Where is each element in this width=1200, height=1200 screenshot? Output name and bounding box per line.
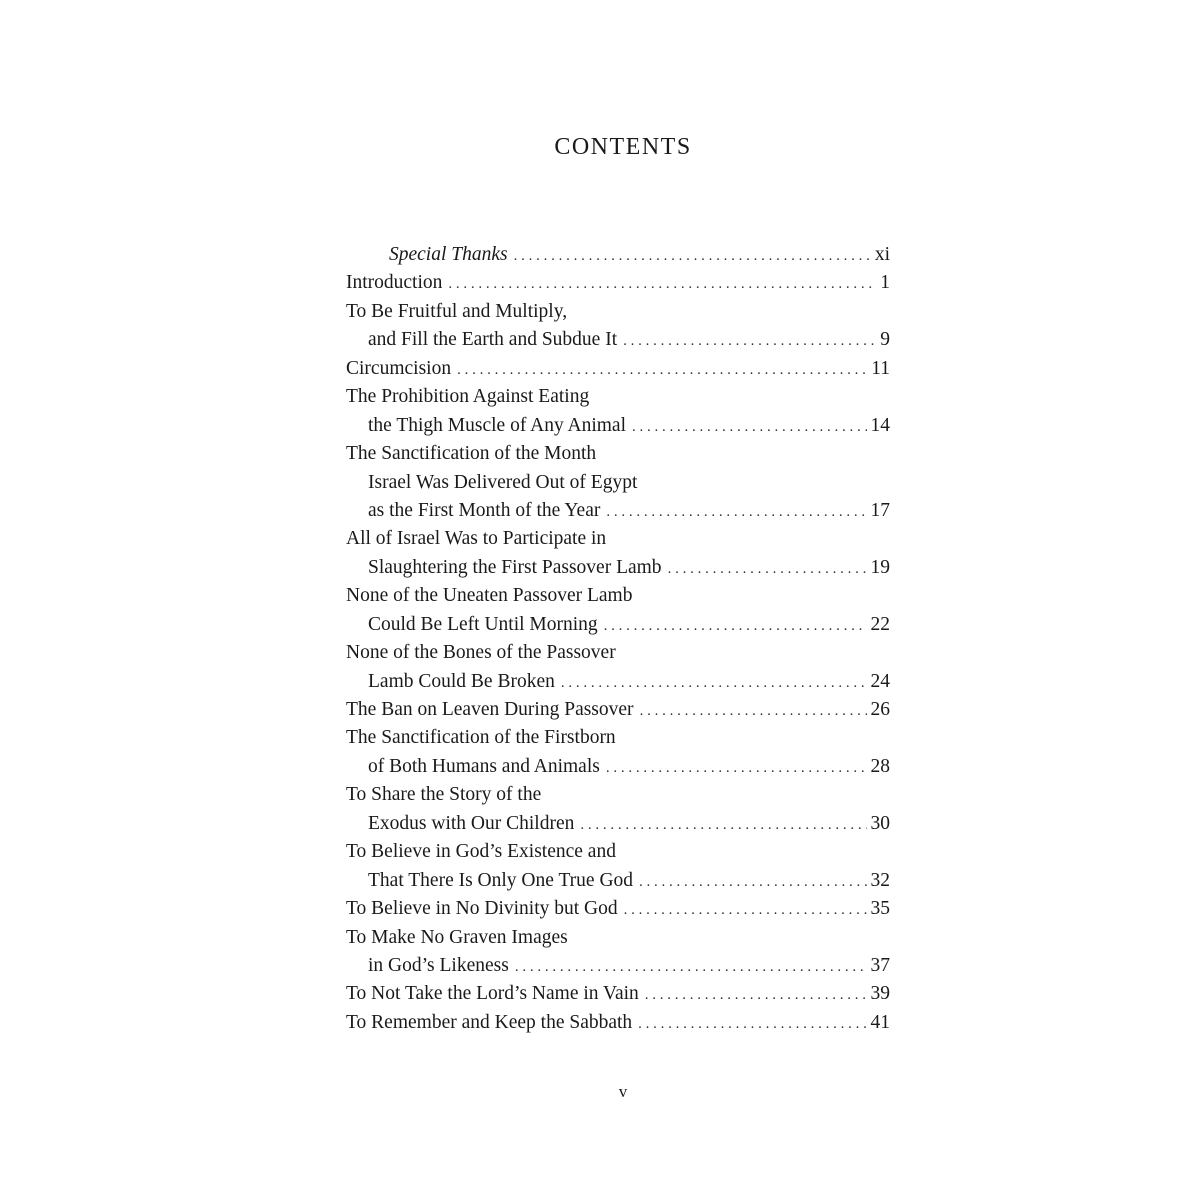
toc-entry[interactable]	[346, 639, 890, 696]
toc-page-number: xi	[874, 244, 890, 265]
toc-page-number: 32	[870, 869, 890, 891]
page-number: v	[618, 1082, 628, 1101]
toc-entry-title: The Sanctification of the Firstborn	[346, 727, 616, 749]
toc-entry-title: Could Be Left Until Morning	[368, 613, 598, 635]
dot-leader	[639, 868, 866, 896]
toc-entry-title: None of the Uneaten Passover Lamb	[346, 585, 633, 607]
toc-entry[interactable]	[346, 355, 890, 383]
page-title: CONTENTS	[554, 134, 692, 160]
toc-page-number: 24	[870, 670, 890, 692]
toc-entry-title: Circumcision	[346, 357, 452, 379]
toc-entry-title: To Share the Story of the	[346, 784, 542, 806]
toc-entry[interactable]	[346, 696, 890, 724]
toc-entry-title: The Prohibition Against Eating	[346, 386, 590, 408]
toc-entry[interactable]	[346, 440, 890, 525]
toc-entry-title: To Believe in God’s Existence and	[346, 841, 616, 863]
dot-leader	[638, 1010, 866, 1038]
toc-page-number: 41	[870, 1011, 890, 1033]
dot-leader	[645, 981, 867, 1009]
toc-entry-title: To Make No Graven Images	[346, 926, 568, 948]
toc-entry-title: the Thigh Muscle of Any Animal	[368, 414, 626, 436]
table-of-contents	[346, 241, 890, 1037]
toc-entry[interactable]	[346, 895, 890, 923]
toc-entry[interactable]	[346, 298, 890, 355]
toc-entry[interactable]	[346, 525, 890, 582]
toc-page-number: 11	[871, 357, 890, 379]
toc-page-number: 1	[880, 272, 890, 294]
toc-page-number: 30	[870, 812, 890, 834]
dot-leader	[606, 498, 866, 526]
toc-entry-title: Exodus with Our Children	[368, 812, 575, 834]
toc-entry-title: None of the Bones of the Passover	[346, 642, 616, 664]
toc-entry[interactable]	[346, 269, 890, 297]
dot-leader	[668, 555, 867, 583]
toc-entry-title: All of Israel Was to Participate in	[346, 528, 607, 550]
toc-entry-title: Israel Was Delivered Out of Egypt	[368, 471, 638, 493]
toc-entry-title: To Believe in No Divinity but God	[346, 898, 618, 920]
toc-entry-title: as the First Month of the Year	[368, 499, 601, 521]
toc-entry-title: To Not Take the Lord’s Name in Vain	[346, 983, 639, 1005]
toc-entry[interactable]	[346, 383, 890, 440]
toc-entry-title: Special Thanks	[389, 244, 508, 265]
dot-leader	[606, 754, 867, 782]
dot-leader	[580, 811, 866, 839]
toc-page-number: 22	[870, 613, 890, 635]
toc-entry-title: and Fill the Earth and Subdue It	[368, 329, 618, 351]
toc-entry-title: of Both Humans and Animals	[368, 755, 600, 777]
toc-page-number: 19	[870, 556, 890, 578]
dot-leader	[604, 612, 867, 640]
toc-page-number: 39	[870, 983, 890, 1005]
toc-entry[interactable]	[346, 838, 890, 895]
dot-leader	[514, 242, 871, 270]
toc-entry[interactable]	[346, 781, 890, 838]
dot-leader	[448, 270, 876, 298]
toc-entry-title: Introduction	[346, 272, 443, 294]
toc-entry[interactable]	[346, 1009, 890, 1037]
toc-entry-title: The Ban on Leaven During Passover	[346, 699, 634, 720]
toc-page-number: 17	[870, 499, 890, 521]
toc-page-number: 37	[870, 954, 890, 976]
toc-entry-title: To Be Fruitful and Multiply,	[346, 300, 568, 322]
toc-entry[interactable]	[346, 241, 890, 269]
toc-entry[interactable]	[346, 980, 890, 1008]
dot-leader	[623, 327, 876, 355]
dot-leader	[457, 356, 867, 384]
toc-entry-title: To Remember and Keep the Sabbath	[346, 1011, 633, 1033]
toc-entry-title: Slaughtering the First Passover Lamb	[368, 556, 662, 578]
dot-leader	[515, 953, 867, 981]
dot-leader	[632, 413, 867, 441]
toc-entry[interactable]	[346, 582, 890, 639]
toc-entry-title: in God’s Likeness	[368, 954, 509, 976]
toc-page-number: 35	[870, 898, 890, 920]
toc-page-number: 28	[870, 755, 890, 777]
dot-leader	[640, 697, 867, 725]
dot-leader	[561, 669, 867, 697]
toc-entry-title: That There Is Only One True God	[368, 869, 634, 891]
toc-entry[interactable]	[346, 924, 890, 981]
toc-page-number: 26	[870, 699, 890, 720]
toc-entry-title: The Sanctification of the Month	[346, 443, 597, 465]
toc-page-number: 9	[880, 329, 890, 351]
toc-page-number: 14	[870, 414, 890, 436]
toc-entry[interactable]	[346, 724, 890, 781]
dot-leader	[624, 896, 867, 924]
toc-entry-title: Lamb Could Be Broken	[368, 670, 555, 692]
